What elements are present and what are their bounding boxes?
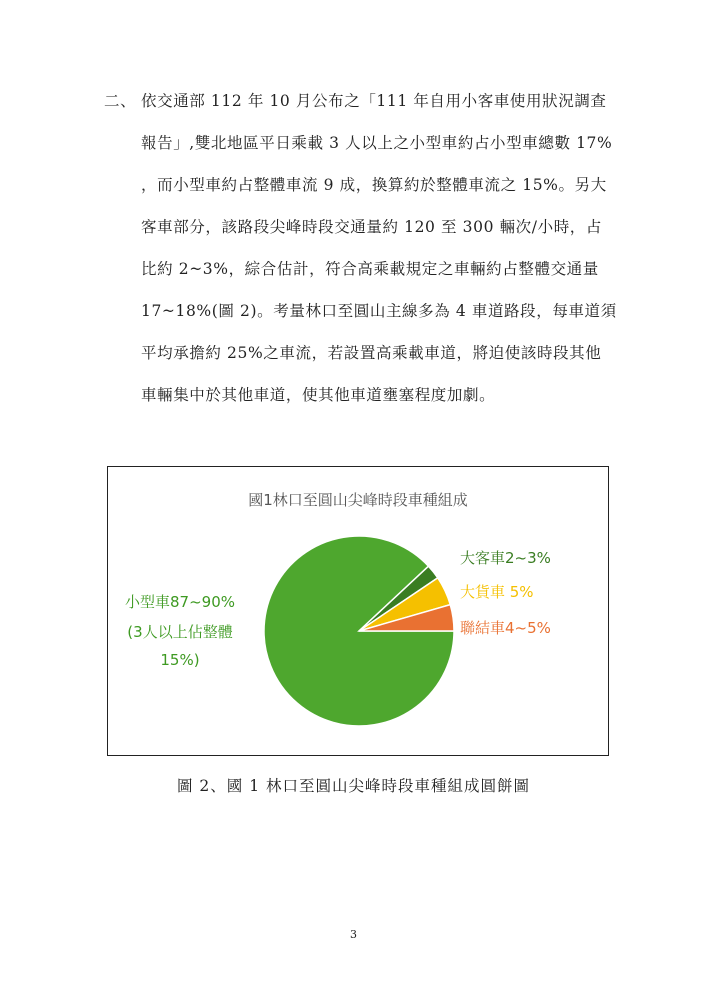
slice-label: 小型車87~90% bbox=[125, 593, 235, 611]
paragraph-line: 平均承擔約 25%之車流，若設置高乘載車道，將迫使該時段其他 bbox=[141, 344, 602, 362]
pie-chart bbox=[107, 466, 609, 756]
paragraph-line: 二、 依交通部 112 年 10 月公布之「111 年自用小客車使用狀況調查 bbox=[104, 80, 624, 122]
slice-label: 15%) bbox=[160, 651, 200, 669]
figure-caption: 圖 2、國 1 林口至圓山尖峰時段車種組成圓餅圖 bbox=[176, 777, 530, 795]
paragraph-line: 比約 2~3%，綜合估計，符合高乘載規定之車輛約占整體交通量 bbox=[141, 260, 599, 278]
slice-label: 大客車2~3% bbox=[460, 549, 551, 567]
page-number: 3 bbox=[350, 928, 357, 941]
slice-label: 聯結車4~5% bbox=[460, 619, 551, 637]
paragraph-line: 17~18%(圖 2)。考量林口至圓山主線多為 4 車道路段，每車道須 bbox=[141, 302, 617, 320]
pie-chart-svg bbox=[108, 467, 610, 757]
paragraph-line: 報告」,雙北地區平日乘載 3 人以上之小型車約占小型車總數 17% bbox=[141, 134, 613, 152]
paragraph-line: ，而小型車約占整體車流 9 成，換算約於整體車流之 15%。另大 bbox=[141, 176, 607, 194]
paragraph-line: 車輛集中於其他車道，使其他車道壅塞程度加劇。 bbox=[141, 386, 496, 404]
slice-label: 大貨車 5% bbox=[460, 583, 534, 601]
slice-label: (3人以上佔整體 bbox=[127, 623, 233, 641]
paragraph-line: 客車部分，該路段尖峰時段交通量約 120 至 300 輛次/小時，占 bbox=[141, 218, 603, 236]
body-paragraph bbox=[104, 80, 624, 416]
chart-title: 國1林口至圓山尖峰時段車種組成 bbox=[248, 491, 468, 509]
list-bullet: 二、 bbox=[104, 92, 137, 110]
